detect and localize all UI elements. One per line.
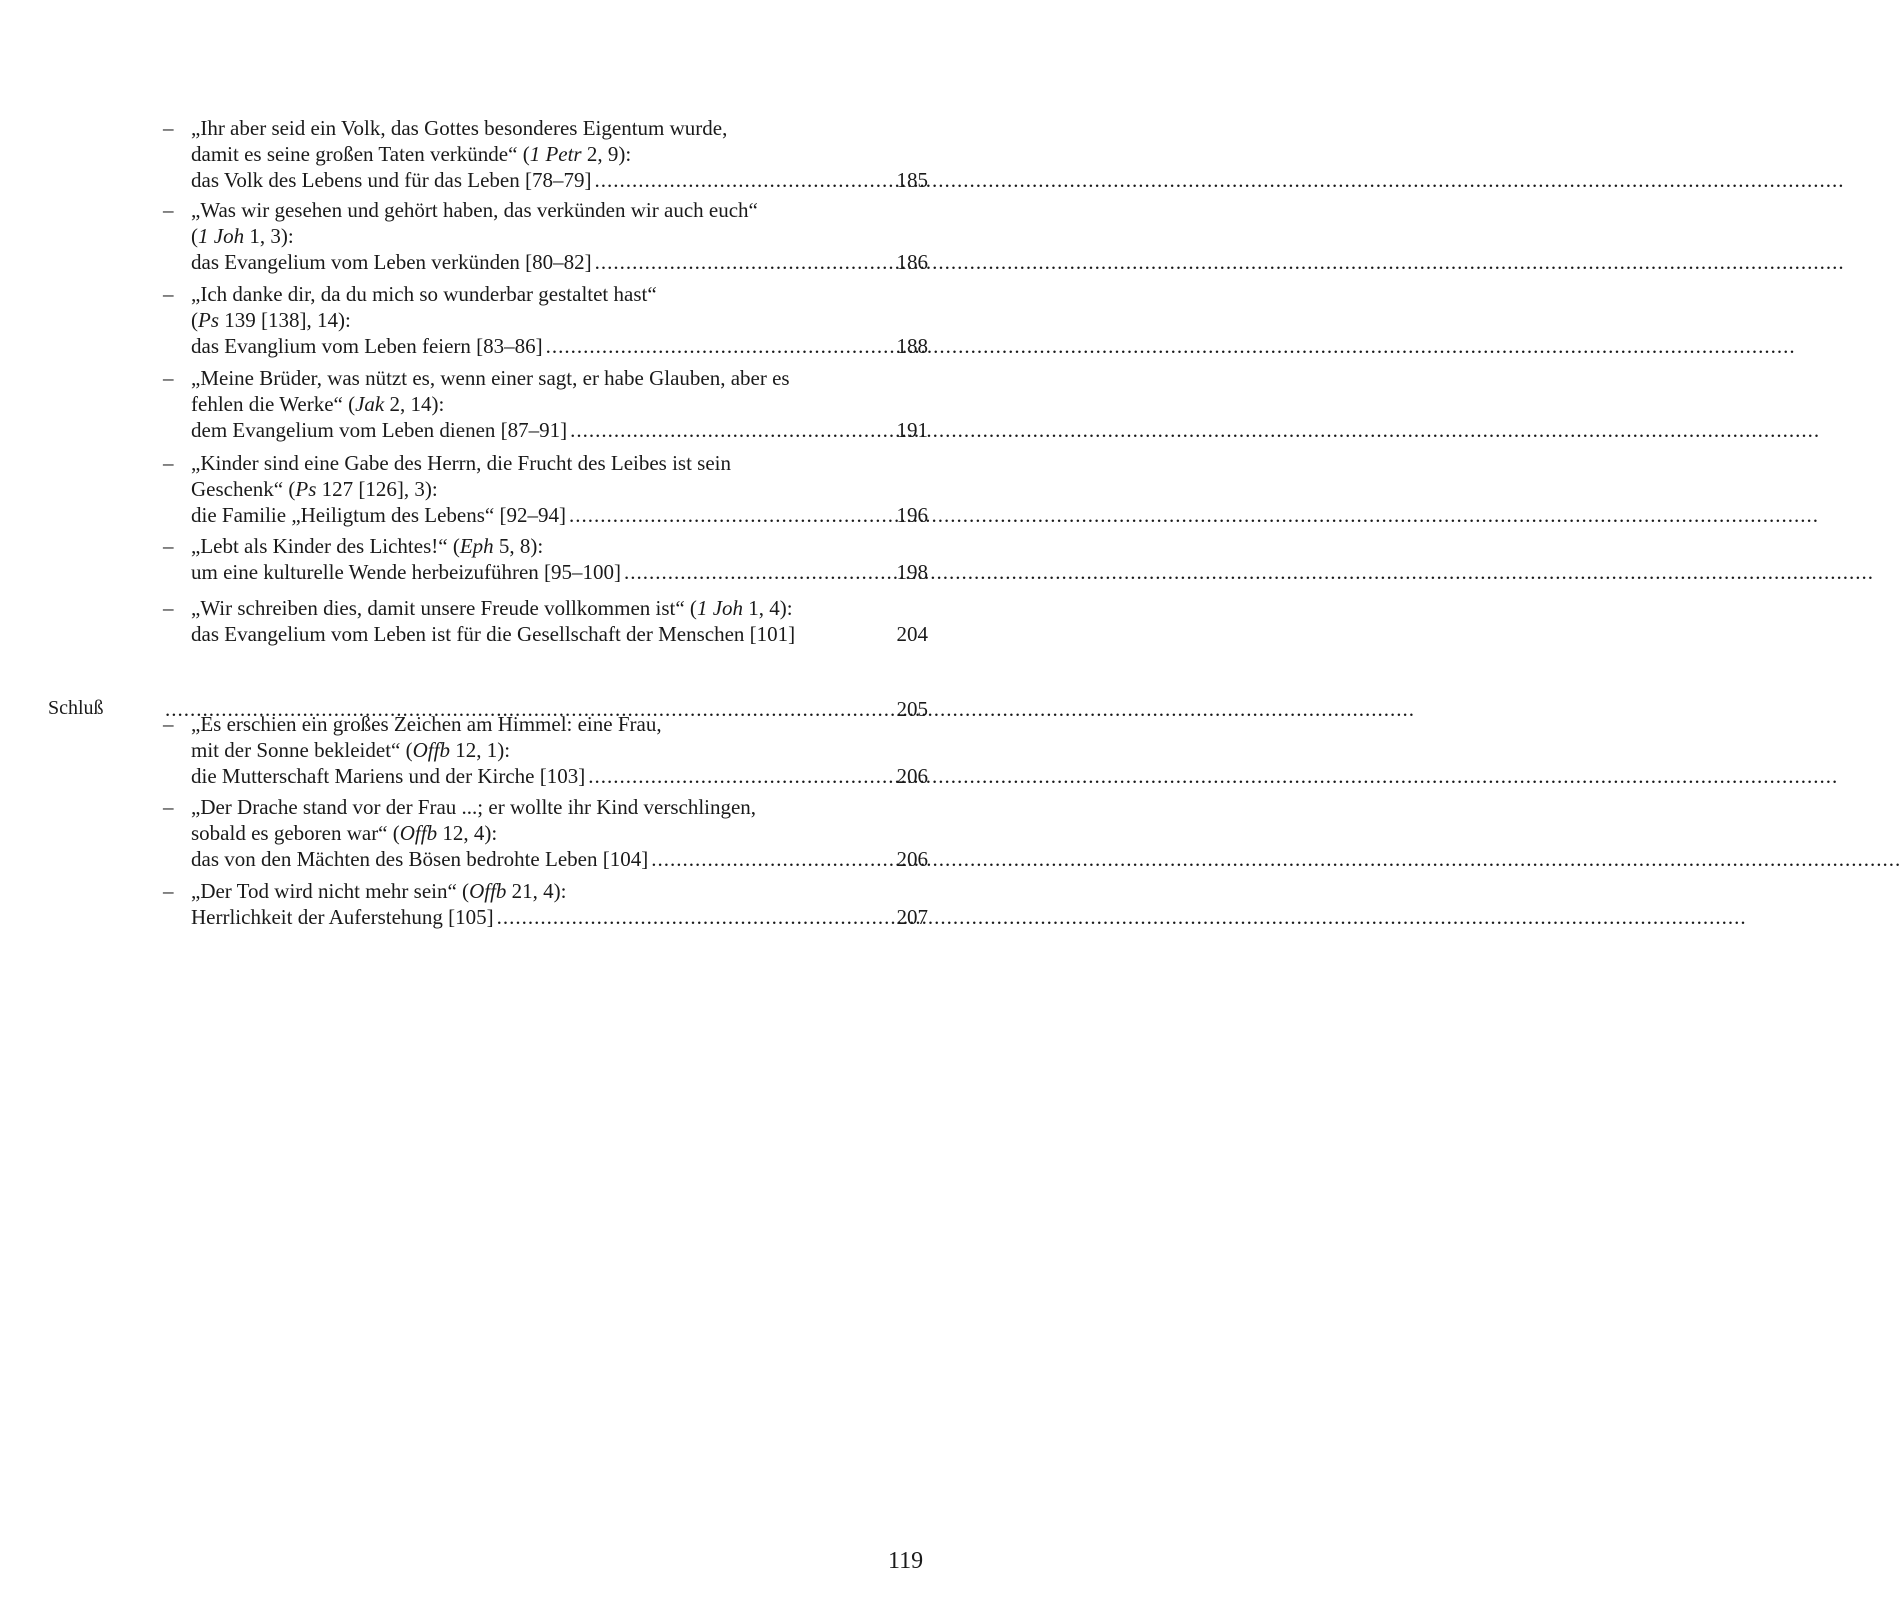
entry-dash: –	[163, 534, 174, 558]
entry-quote-line: „Ich danke dir, da du mich so wunderbar gestaltet hast“	[191, 282, 657, 306]
entry-toc-line[interactable]	[191, 621, 928, 647]
entry-dash: –	[163, 198, 174, 222]
entry-title: das Evangelium vom Leben ist für die Gesellschaft der Menschen [101]	[191, 622, 796, 646]
entry-quote-line: (Ps 139 [138], 14):	[191, 308, 351, 332]
bible-reference: Offb	[399, 821, 438, 845]
entry-quote-line: mit der Sonne bekleidet“ (Offb 12, 1):	[191, 738, 511, 762]
leader-dots	[497, 904, 894, 930]
entry-page: 191	[896, 418, 928, 442]
entry-quote-line: „Der Drache stand vor der Frau ...; er wollte ihr Kind verschlingen,	[191, 795, 757, 819]
toc-entry-8	[163, 711, 928, 789]
entry-dash: –	[163, 366, 174, 390]
entry-toc-line[interactable]	[191, 763, 928, 789]
entry-toc-line[interactable]	[191, 846, 928, 872]
entry-title: das Volk des Lebens und für das Leben [78–79]	[191, 168, 592, 192]
entry-dash: –	[163, 879, 174, 903]
entry-quote-line: damit es seine großen Taten verkünde“ (1 Petr 2, 9):	[191, 142, 632, 166]
toc-entry-6	[163, 533, 928, 585]
entry-quote-line: „Es erschien ein großes Zeichen am Himmel: eine Frau,	[191, 712, 662, 736]
entry-quote-line: (1 Joh 1, 3):	[191, 224, 294, 248]
entry-dash: –	[163, 795, 174, 819]
entry-title: dem Evangelium vom Leben dienen [87–91]	[191, 418, 568, 442]
entry-toc-line[interactable]	[191, 417, 928, 443]
page-number: 119	[888, 1548, 924, 1574]
entry-page: 207	[896, 905, 928, 929]
entry-quote-line: sobald es geboren war“ (Offb 12, 4):	[191, 821, 498, 845]
entry-toc-line[interactable]	[191, 904, 928, 930]
entry-quote-line: „Kinder sind eine Gabe des Herrn, die Frucht des Leibes ist sein	[191, 451, 732, 475]
entry-title: das Evangelium vom Leben verkünden [80–82]	[191, 250, 592, 274]
entry-dash: –	[163, 116, 174, 140]
toc-entry-10	[163, 878, 928, 930]
entry-toc-line[interactable]	[191, 559, 928, 585]
toc-entry-3	[163, 281, 928, 359]
toc-entry-4	[163, 365, 928, 443]
entry-quote-line: „Was wir gesehen und gehört haben, das verkünden wir auch euch“	[191, 198, 758, 222]
leader-dots	[624, 559, 893, 585]
entry-quote-line: „Ihr aber seid ein Volk, das Gottes besonderes Eigentum wurde,	[191, 116, 728, 140]
bible-reference: Ps	[295, 477, 317, 501]
bible-reference: 1 Joh	[696, 596, 744, 620]
leader-dots	[588, 763, 893, 789]
section-label-schluss[interactable]: Schluß	[48, 697, 104, 719]
entry-toc-line[interactable]	[191, 502, 928, 528]
entry-page: 198	[896, 560, 928, 584]
entry-quote-line: „Wir schreiben dies, damit unsere Freude vollkommen ist“ (1 Joh 1, 4):	[191, 596, 793, 620]
toc-entry-5	[163, 450, 928, 528]
schluss-page: 205	[896, 697, 928, 721]
entry-title: Herrlichkeit der Auferstehung [105]	[191, 905, 494, 929]
entry-dash: –	[163, 282, 174, 306]
entry-title: das Evanglium vom Leben feiern [83–86]	[191, 334, 543, 358]
leader-dots	[569, 502, 894, 528]
bible-reference: Jak	[355, 392, 385, 416]
entry-dash: –	[163, 596, 174, 620]
bible-reference: 1 Petr	[529, 142, 582, 166]
toc-entry-1	[163, 115, 928, 193]
leader-dots	[594, 167, 893, 193]
entry-title: das von den Mächten des Bösen bedrohte Leben [104]	[191, 847, 649, 871]
bible-reference: 1 Joh	[198, 224, 245, 248]
entry-page: 196	[896, 503, 928, 527]
entry-page: 206	[896, 764, 928, 788]
entry-page: 185	[896, 168, 928, 192]
entry-page: 186	[896, 250, 928, 274]
entry-quote-line: „Lebt als Kinder des Lichtes!“ (Eph 5, 8):	[191, 534, 544, 558]
entry-quote-line: fehlen die Werke“ (Jak 2, 14):	[191, 392, 445, 416]
entry-title: um eine kulturelle Wende herbeizuführen [95–100]	[191, 560, 622, 584]
leader-dots	[595, 249, 894, 275]
entry-dash: –	[163, 712, 174, 736]
bible-reference: Offb	[469, 879, 507, 903]
entry-quote-line: Geschenk“ (Ps 127 [126], 3):	[191, 477, 438, 501]
leader-dots	[570, 417, 893, 443]
entry-page: 206	[896, 847, 928, 871]
entry-dash: –	[163, 451, 174, 475]
entry-title: die Mutterschaft Mariens und der Kirche [103]	[191, 764, 586, 788]
leader-dots	[651, 846, 893, 872]
toc-entry-9	[163, 794, 928, 872]
entry-quote-line: „Meine Brüder, was nützt es, wenn einer sagt, er habe Glauben, aber es	[191, 366, 790, 390]
bible-reference: Eph	[459, 534, 494, 558]
entry-toc-line[interactable]	[191, 333, 928, 359]
entry-page: 188	[896, 334, 928, 358]
entry-toc-line[interactable]	[191, 249, 928, 275]
bible-reference: Offb	[412, 738, 450, 762]
bible-reference: Ps	[198, 308, 219, 332]
entry-page: 204	[896, 622, 928, 646]
entry-toc-line[interactable]	[191, 167, 928, 193]
entry-quote-line: „Der Tod wird nicht mehr sein“ (Offb 21, 4):	[191, 879, 567, 903]
toc-entry-2	[163, 197, 928, 275]
toc-entry-7	[163, 595, 928, 647]
leader-dots	[546, 333, 894, 359]
entry-title: die Familie „Heiligtum des Lebens“ [92–94]	[191, 503, 566, 527]
